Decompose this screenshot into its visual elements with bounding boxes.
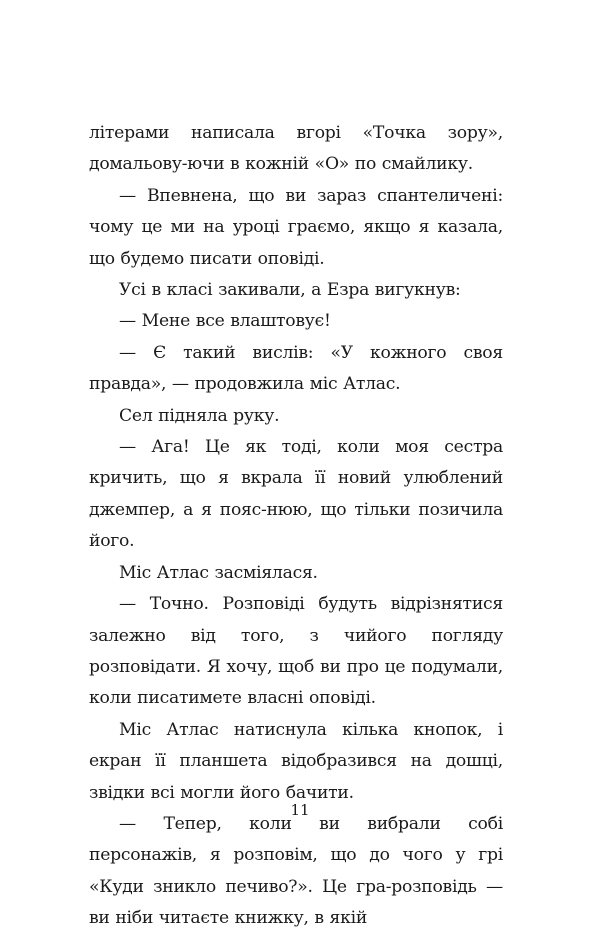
paragraph-6: Сел підняла руку. xyxy=(119,405,280,426)
paragraph-2: — Впевнена, що ви зараз спантеличені: чому це ми на уроці граємо, якщо я казала, що будемо писати оповіді. xyxy=(89,185,503,269)
paragraph-7: — Ага! Це як тоді, коли моя сестра кричить, що я вкрала її новий улюблений джемпер, а я пояс-нюю, що тільки позичила його. xyxy=(89,437,503,552)
paragraph-10: Міс Атлас натиснула кілька кнопок, і екран її планшета відобразився на дошці, звідки всі могли його бачити. xyxy=(89,719,503,803)
paragraph-4: — Мене все влаштовує! xyxy=(119,311,331,332)
paragraph-9: — Точно. Розповіді будуть відрізнятися залежно від того, з чийого погляду розповідати. Я хочу, щоб ви про це подумали, коли писатимете власні оповіді. xyxy=(89,594,503,709)
paragraph-3: Усі в класі закивали, а Езра вигукнув: xyxy=(119,280,461,301)
page-number: 11 xyxy=(290,801,310,819)
paragraph-11: — Тепер, коли ви вибрали собі персонажів, я розповім, що до чого у грі «Куди зникло печиво?». Це гра-розповідь — ви ніби читаєте книжку, в якій xyxy=(89,813,503,929)
paragraph-1: літерами написала вгорі «Точка зору», домальову-ючи в кожній «О» по смайлику. xyxy=(89,123,503,175)
paragraph-5: — Є такий вислів: «У кожного своя правда», — продовжила міс Атлас. xyxy=(89,342,503,395)
paragraph-8: Міс Атлас засміялася. xyxy=(119,562,318,583)
